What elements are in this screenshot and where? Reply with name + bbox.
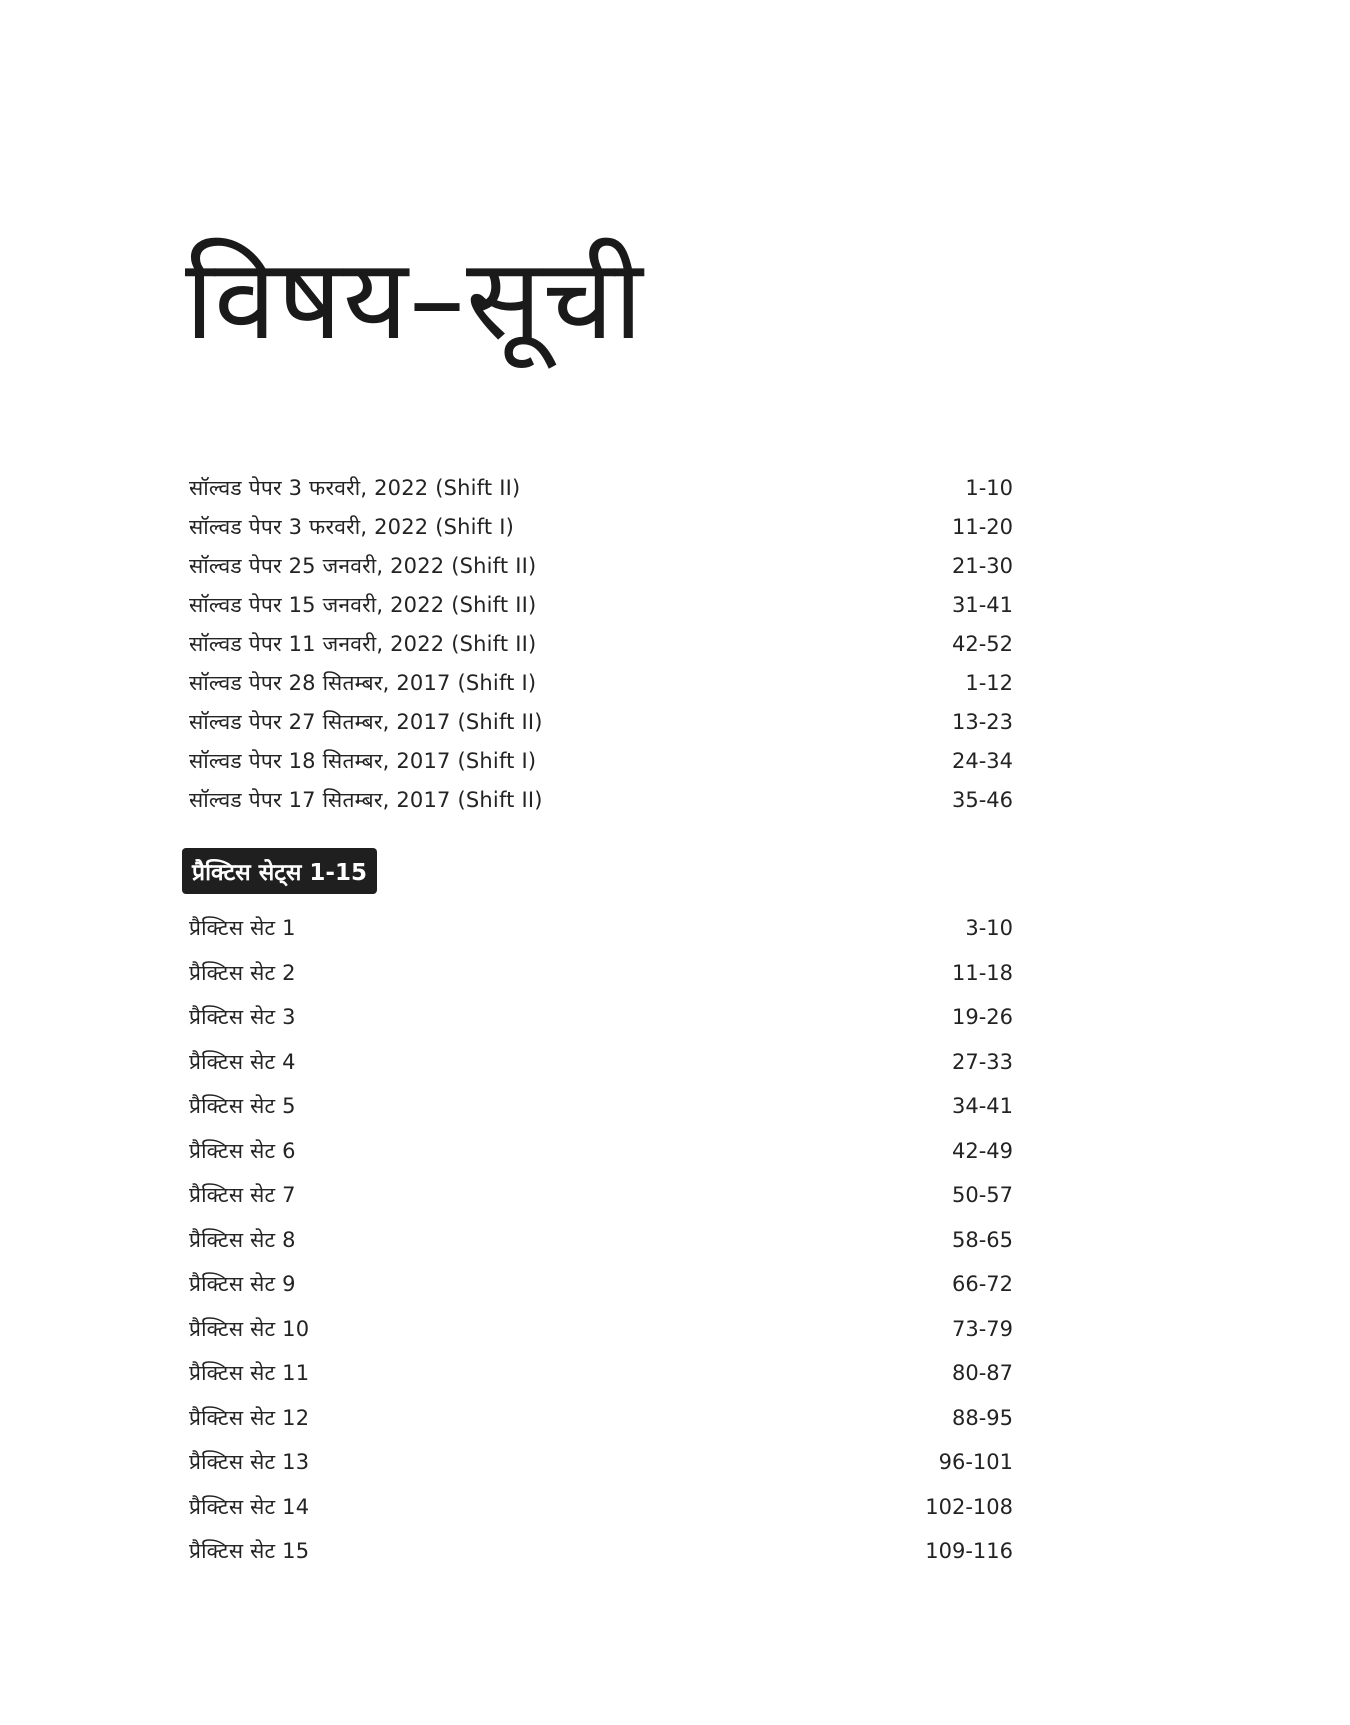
toc-row[interactable] [189, 507, 1013, 546]
toc-entry-title: प्रैक्टिस सेट 9 [189, 1272, 296, 1297]
toc-row[interactable] [189, 995, 1013, 1040]
toc-row[interactable] [189, 546, 1013, 585]
toc-row[interactable] [189, 1218, 1013, 1263]
toc-entry-pages: 1-12 [965, 670, 1013, 695]
toc-row[interactable] [189, 1529, 1013, 1574]
toc-entry-pages: 102-108 [925, 1494, 1013, 1519]
toc-row[interactable] [189, 1440, 1013, 1485]
toc-row[interactable] [189, 1485, 1013, 1530]
toc-row[interactable] [189, 741, 1013, 780]
toc-entry-title: सॉल्वड पेपर 25 जनवरी, 2022 (Shift II) [189, 553, 537, 578]
toc-row[interactable] [189, 1173, 1013, 1218]
toc-row[interactable] [189, 1351, 1013, 1396]
toc-entry-pages: 73-79 [951, 1316, 1013, 1341]
toc-entry-title: प्रैक्टिस सेट 8 [189, 1227, 296, 1252]
toc-entry-pages: 1-10 [965, 475, 1013, 500]
toc-row[interactable] [189, 468, 1013, 507]
toc-row[interactable] [189, 1307, 1013, 1352]
toc-entry-pages: 19-26 [951, 1005, 1013, 1030]
toc-row[interactable] [189, 1084, 1013, 1129]
toc-entry-title: प्रैक्टिस सेट 10 [189, 1316, 310, 1341]
toc-entry-title: प्रैक्टिस सेट 2 [189, 960, 296, 985]
toc-row[interactable] [189, 624, 1013, 663]
toc-entry-pages: 88-95 [951, 1405, 1013, 1430]
toc-entry-pages: 24-34 [951, 748, 1013, 773]
practice-sets-list [189, 906, 1013, 1574]
toc-row[interactable] [189, 1129, 1013, 1174]
toc-entry-pages: 13-23 [951, 709, 1013, 734]
practice-section-heading: प्रैक्टिस सेट्स 1-15 [182, 848, 377, 894]
toc-entry-title: सॉल्वड पेपर 3 फरवरी, 2022 (Shift I) [189, 514, 514, 539]
toc-entry-pages: 109-116 [925, 1539, 1013, 1564]
toc-entry-pages: 21-30 [951, 553, 1013, 578]
toc-entry-pages: 3-10 [965, 916, 1013, 941]
toc-entry-pages: 50-57 [951, 1183, 1013, 1208]
toc-entry-title: प्रैक्टिस सेट 14 [189, 1494, 310, 1519]
toc-entry-pages: 66-72 [951, 1272, 1013, 1297]
toc-entry-pages: 11-20 [951, 514, 1013, 539]
toc-entry-title: प्रैक्टिस सेट 13 [189, 1450, 310, 1475]
toc-row[interactable] [189, 663, 1013, 702]
toc-entry-pages: 34-41 [951, 1094, 1013, 1119]
toc-entry-title: प्रैक्टिस सेट 4 [189, 1049, 296, 1074]
toc-entry-title: प्रैक्टिस सेट 6 [189, 1138, 296, 1163]
toc-entry-pages: 42-49 [951, 1138, 1013, 1163]
toc-row[interactable] [189, 1262, 1013, 1307]
toc-entry-title: सॉल्वड पेपर 17 सितम्बर, 2017 (Shift II) [189, 787, 543, 812]
toc-entry-title: सॉल्वड पेपर 3 फरवरी, 2022 (Shift II) [189, 475, 521, 500]
toc-entry-pages: 80-87 [951, 1361, 1013, 1386]
toc-entry-title: सॉल्वड पेपर 27 सितम्बर, 2017 (Shift II) [189, 709, 543, 734]
toc-row[interactable] [189, 1396, 1013, 1441]
toc-row[interactable] [189, 780, 1013, 819]
toc-entry-pages: 31-41 [951, 592, 1013, 617]
toc-row[interactable] [189, 585, 1013, 624]
page-title: विषय–सूची [185, 235, 644, 365]
toc-entry-pages: 42-52 [951, 631, 1013, 656]
toc-entry-title: प्रैक्टिस सेट 11 [189, 1361, 310, 1386]
toc-row[interactable] [189, 951, 1013, 996]
toc-entry-title: सॉल्वड पेपर 11 जनवरी, 2022 (Shift II) [189, 631, 537, 656]
toc-entry-title: सॉल्वड पेपर 15 जनवरी, 2022 (Shift II) [189, 592, 537, 617]
toc-entry-title: प्रैक्टिस सेट 12 [189, 1405, 310, 1430]
toc-entry-pages: 27-33 [951, 1049, 1013, 1074]
toc-row[interactable] [189, 906, 1013, 951]
toc-entry-pages: 96-101 [938, 1450, 1013, 1475]
toc-entry-title: प्रैक्टिस सेट 7 [189, 1183, 296, 1208]
toc-row[interactable] [189, 702, 1013, 741]
toc-entry-pages: 11-18 [951, 960, 1013, 985]
toc-entry-title: प्रैक्टिस सेट 15 [189, 1539, 310, 1564]
toc-row[interactable] [189, 1040, 1013, 1085]
toc-entry-pages: 58-65 [951, 1227, 1013, 1252]
solved-papers-list [189, 468, 1013, 819]
toc-entry-title: प्रैक्टिस सेट 5 [189, 1094, 296, 1119]
toc-entry-pages: 35-46 [951, 787, 1013, 812]
toc-entry-title: प्रैक्टिस सेट 3 [189, 1005, 296, 1030]
toc-entry-title: सॉल्वड पेपर 18 सितम्बर, 2017 (Shift I) [189, 748, 537, 773]
toc-entry-title: सॉल्वड पेपर 28 सितम्बर, 2017 (Shift I) [189, 670, 537, 695]
toc-entry-title: प्रैक्टिस सेट 1 [189, 916, 296, 941]
